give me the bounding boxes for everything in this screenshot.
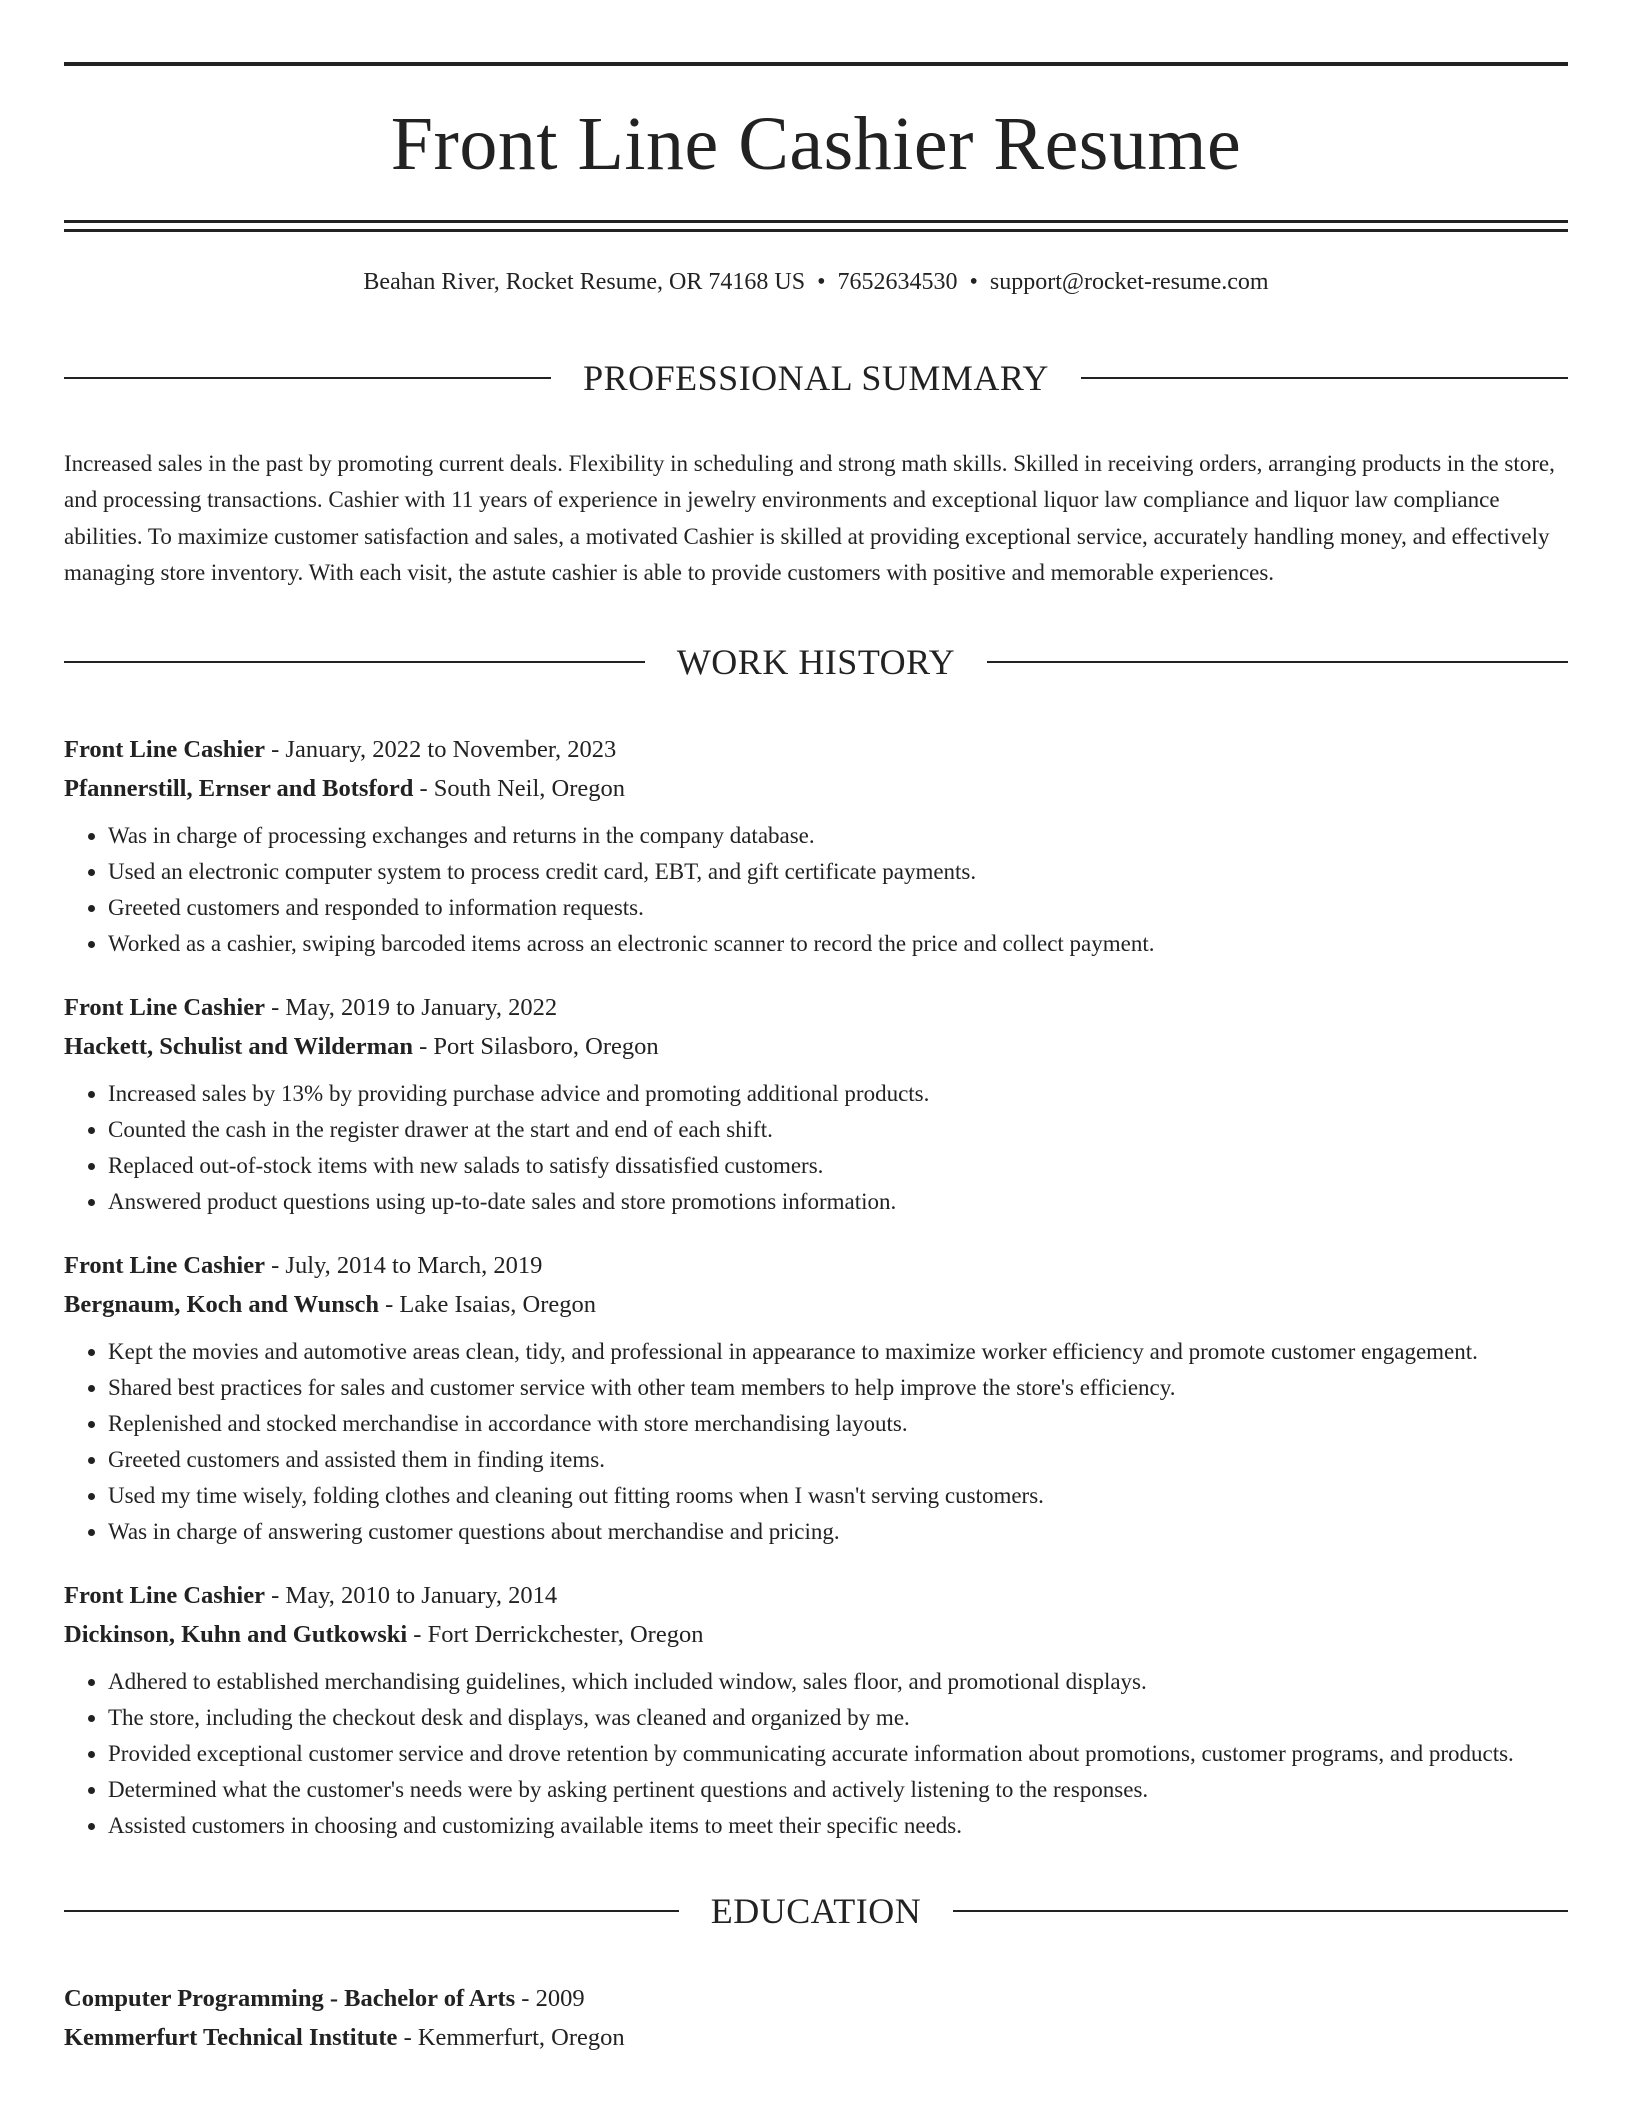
heading-rule-right — [1081, 377, 1568, 379]
job-title: Front Line Cashier — [64, 1581, 265, 1609]
title-double-rule — [64, 220, 1568, 232]
job-title-line — [64, 988, 1568, 1027]
education-degree: Computer Programming - Bachelor of Arts — [64, 1985, 516, 2013]
job-entry — [64, 1246, 1568, 1550]
job-bullet: • Kept the movies and automotive areas clean, tidy, and professional in appearance to maximize worker efficiency and promote customer engagement. — [108, 1334, 1568, 1370]
job-bullet: • Answered product questions using up-to-date sales and store promotions information. — [108, 1184, 1568, 1220]
heading-rule-right — [987, 661, 1568, 663]
job-bullets — [64, 1076, 1568, 1220]
job-bullets — [64, 1334, 1568, 1550]
job-company-line — [64, 1285, 1568, 1324]
summary-text: Increased sales in the past by promoting current deals. Flexibility in scheduling and strong math skills. Skilled in receiving orders, arranging products in the store, and processing transactions. Cashier with 11 years of experience in jewelry environments and exceptional liquor law compliance and liquor law compliance abilities. To maximize customer satisfaction and sales, a motivated Cashier is skilled at providing exceptional service, accurately handling money, and effectively managing store inventory. With each visit, the astute cashier is able to provide customers with positive and memorable experiences. — [64, 450, 1555, 586]
job-location: - Fort Derrickchester, Oregon — [407, 1620, 704, 1648]
work-history-heading-label: WORK HISTORY — [676, 641, 956, 682]
contact-separator: • — [817, 269, 826, 295]
summary-heading — [64, 324, 1568, 432]
job-title-line — [64, 1576, 1568, 1615]
job-location: - Lake Isaias, Oregon — [378, 1290, 596, 1318]
job-bullet: • Determined what the customer's needs were by asking pertinent questions and actively listening to the responses. — [108, 1772, 1568, 1808]
job-dates: - May, 2019 to January, 2022 — [265, 993, 558, 1021]
job-company: Dickinson, Kuhn and Gutkowski — [64, 1620, 408, 1648]
job-bullet: • Greeted customers and responded to information requests. — [108, 890, 1568, 926]
heading-rule-left — [64, 377, 551, 379]
education-location: - Kemmerfurt, Oregon — [397, 2024, 625, 2052]
job-company-line — [64, 1615, 1568, 1654]
job-bullet: • Shared best practices for sales and customer service with other team members to help improve the store's efficiency. — [108, 1370, 1568, 1406]
education-entry — [64, 1979, 1568, 2057]
job-bullet: • The store, including the checkout desk and displays, was cleaned and organized by me. — [108, 1700, 1568, 1736]
education-heading — [64, 1858, 1568, 1966]
job-bullet: • Counted the cash in the register drawer at the start and end of each shift. — [108, 1112, 1568, 1148]
heading-rule-left — [64, 661, 645, 663]
work-history-heading — [64, 608, 1568, 716]
job-bullet: • Assisted customers in choosing and customizing available items to meet their specific needs. — [108, 1808, 1568, 1844]
contact-separator: • — [969, 269, 978, 295]
contact-line — [64, 266, 1568, 298]
job-bullet: • Increased sales by 13% by providing purchase advice and promoting additional products. — [108, 1076, 1568, 1112]
education-school-line — [64, 2018, 1568, 2057]
job-bullet: • Used an electronic computer system to process credit card, EBT, and gift certificate payments. — [108, 854, 1568, 890]
job-company-line — [64, 1027, 1568, 1066]
top-rule — [64, 62, 1568, 66]
job-entry — [64, 1576, 1568, 1844]
job-bullet: • Adhered to established merchandising guidelines, which included window, sales floor, and promotional displays. — [108, 1664, 1568, 1700]
job-bullet: • Replaced out-of-stock items with new salads to satisfy dissatisfied customers. — [108, 1148, 1568, 1184]
heading-rule-left — [64, 1910, 679, 1912]
contact-phone: 7652634530 — [837, 269, 958, 295]
job-entry — [64, 988, 1568, 1220]
job-entry — [64, 730, 1568, 962]
job-title-line — [64, 730, 1568, 769]
job-title: Front Line Cashier — [64, 735, 265, 763]
job-dates: - January, 2022 to November, 2023 — [265, 735, 617, 763]
resume-title: Front Line Cashier Resume — [390, 102, 1242, 186]
job-bullet: • Provided exceptional customer service and drove retention by communicating accurate information about promotions, customer programs, and products. — [108, 1736, 1568, 1772]
job-dates: - July, 2014 to March, 2019 — [265, 1251, 543, 1279]
job-company: Hackett, Schulist and Wilderman — [64, 1032, 413, 1060]
summary-heading-label: PROFESSIONAL SUMMARY — [583, 357, 1049, 398]
work-history-list — [64, 730, 1568, 1844]
education-school: Kemmerfurt Technical Institute — [64, 2024, 398, 2052]
job-company: Bergnaum, Koch and Wunsch — [64, 1290, 379, 1318]
contact-email: support@rocket-resume.com — [989, 269, 1269, 295]
education-degree-line — [64, 1979, 1568, 2018]
heading-rule-right — [953, 1910, 1568, 1912]
job-company-line — [64, 769, 1568, 808]
job-location: - Port Silasboro, Oregon — [412, 1032, 659, 1060]
job-bullet: • Was in charge of processing exchanges and returns in the company database. — [108, 818, 1568, 854]
job-title-line — [64, 1246, 1568, 1285]
job-title: Front Line Cashier — [64, 1251, 265, 1279]
job-bullets — [64, 818, 1568, 962]
job-location: - South Neil, Oregon — [413, 774, 625, 802]
job-bullets — [64, 1664, 1568, 1844]
education-year: - 2009 — [515, 1985, 585, 2013]
education-heading-label: EDUCATION — [710, 1891, 922, 1932]
job-dates: - May, 2010 to January, 2014 — [265, 1581, 558, 1609]
contact-address: Beahan River, Rocket Resume, OR 74168 US — [363, 269, 806, 295]
job-bullet: • Worked as a cashier, swiping barcoded items across an electronic scanner to record the price and collect payment. — [108, 926, 1568, 962]
job-company: Pfannerstill, Ernser and Botsford — [64, 774, 414, 802]
job-bullet: • Was in charge of answering customer questions about merchandise and pricing. — [108, 1514, 1568, 1550]
job-bullet: • Used my time wisely, folding clothes and cleaning out fitting rooms when I wasn't serving customers. — [108, 1478, 1568, 1514]
job-bullet: • Replenished and stocked merchandise in accordance with store merchandising layouts. — [108, 1406, 1568, 1442]
job-bullet: • Greeted customers and assisted them in finding items. — [108, 1442, 1568, 1478]
job-title: Front Line Cashier — [64, 993, 265, 1021]
